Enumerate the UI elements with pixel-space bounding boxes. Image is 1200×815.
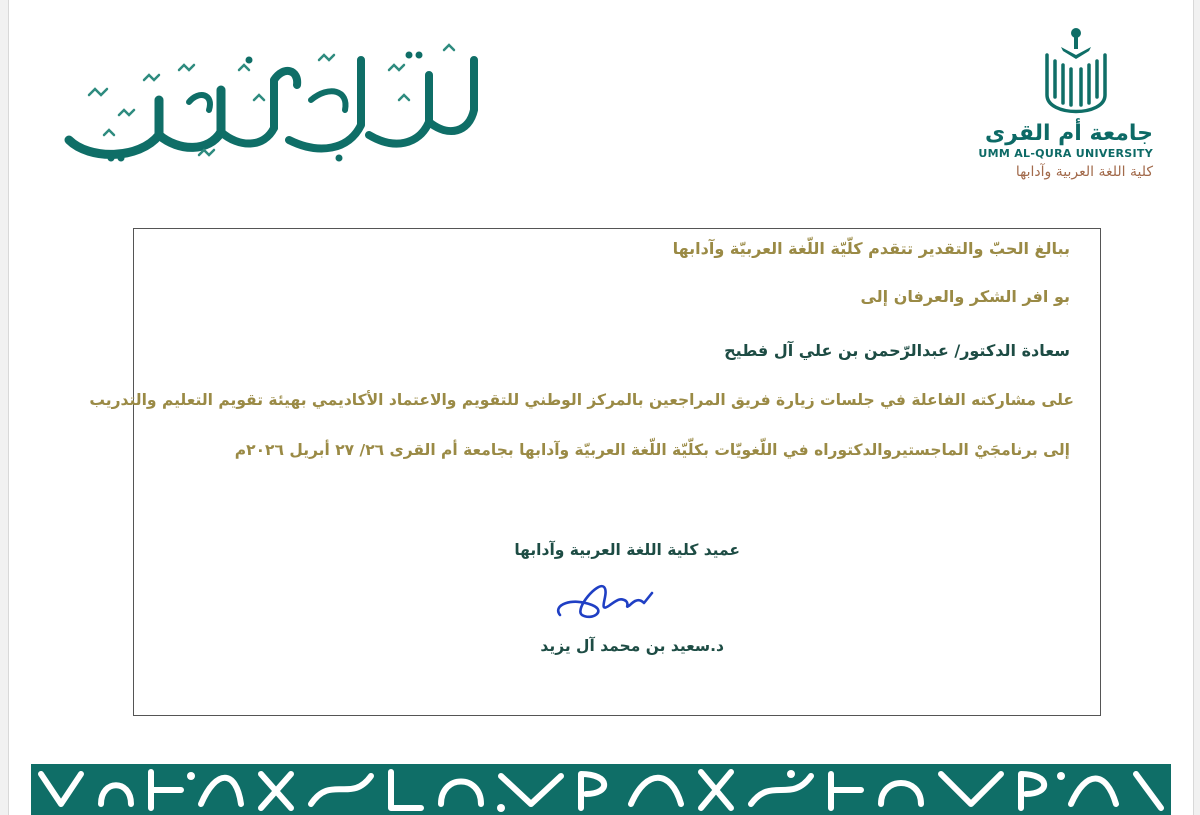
decorative-band-icon [31,764,1171,815]
certificate-title-calligraphy [49,40,489,170]
university-name-arabic: جامعة أم القرى [985,121,1153,146]
university-emblem-icon [1041,25,1111,121]
recipient-name: سعادة الدكتور/ عبدالرّحمن بن علي آل فطيح [724,341,1070,360]
university-logo [963,25,1153,185]
dean-name: د.سعيد بن محمد آل يزيد [540,637,724,655]
college-name: كلية اللغة العربية وآدابها [1015,164,1153,180]
reason-line: على مشاركته الفاعلة في جلسات زيارة فريق المراجعين بالمركز الوطني للتقويم والاعتماد الأكاديمي بهيئة تقويم التعليم والتدريب [89,391,1074,409]
program-date-line: إلى برنامجَيْ الماجستيروالدكتوراه في اللّغويّات بكلّيّة اللّغة العربيّة وآدابها بجامعة أم القرى ٢٦/ ٢٧ أبريل ٢٠٢٦م [234,441,1070,459]
certificate-frame [89,228,1101,716]
gratitude-line: بو افر الشكر والعرفان إلى [860,287,1070,306]
intro-line: ببالغ الحبّ والتقدير تتقدم كلّيّة اللّغة العربيّة وآدابها [672,239,1070,258]
university-name-english: UMM AL-QURA UNIVERSITY [978,147,1153,160]
dean-title: عميد كلية اللغة العربية وآدابها [514,541,740,559]
certificate-page [8,0,1194,815]
signature-icon [552,575,662,627]
